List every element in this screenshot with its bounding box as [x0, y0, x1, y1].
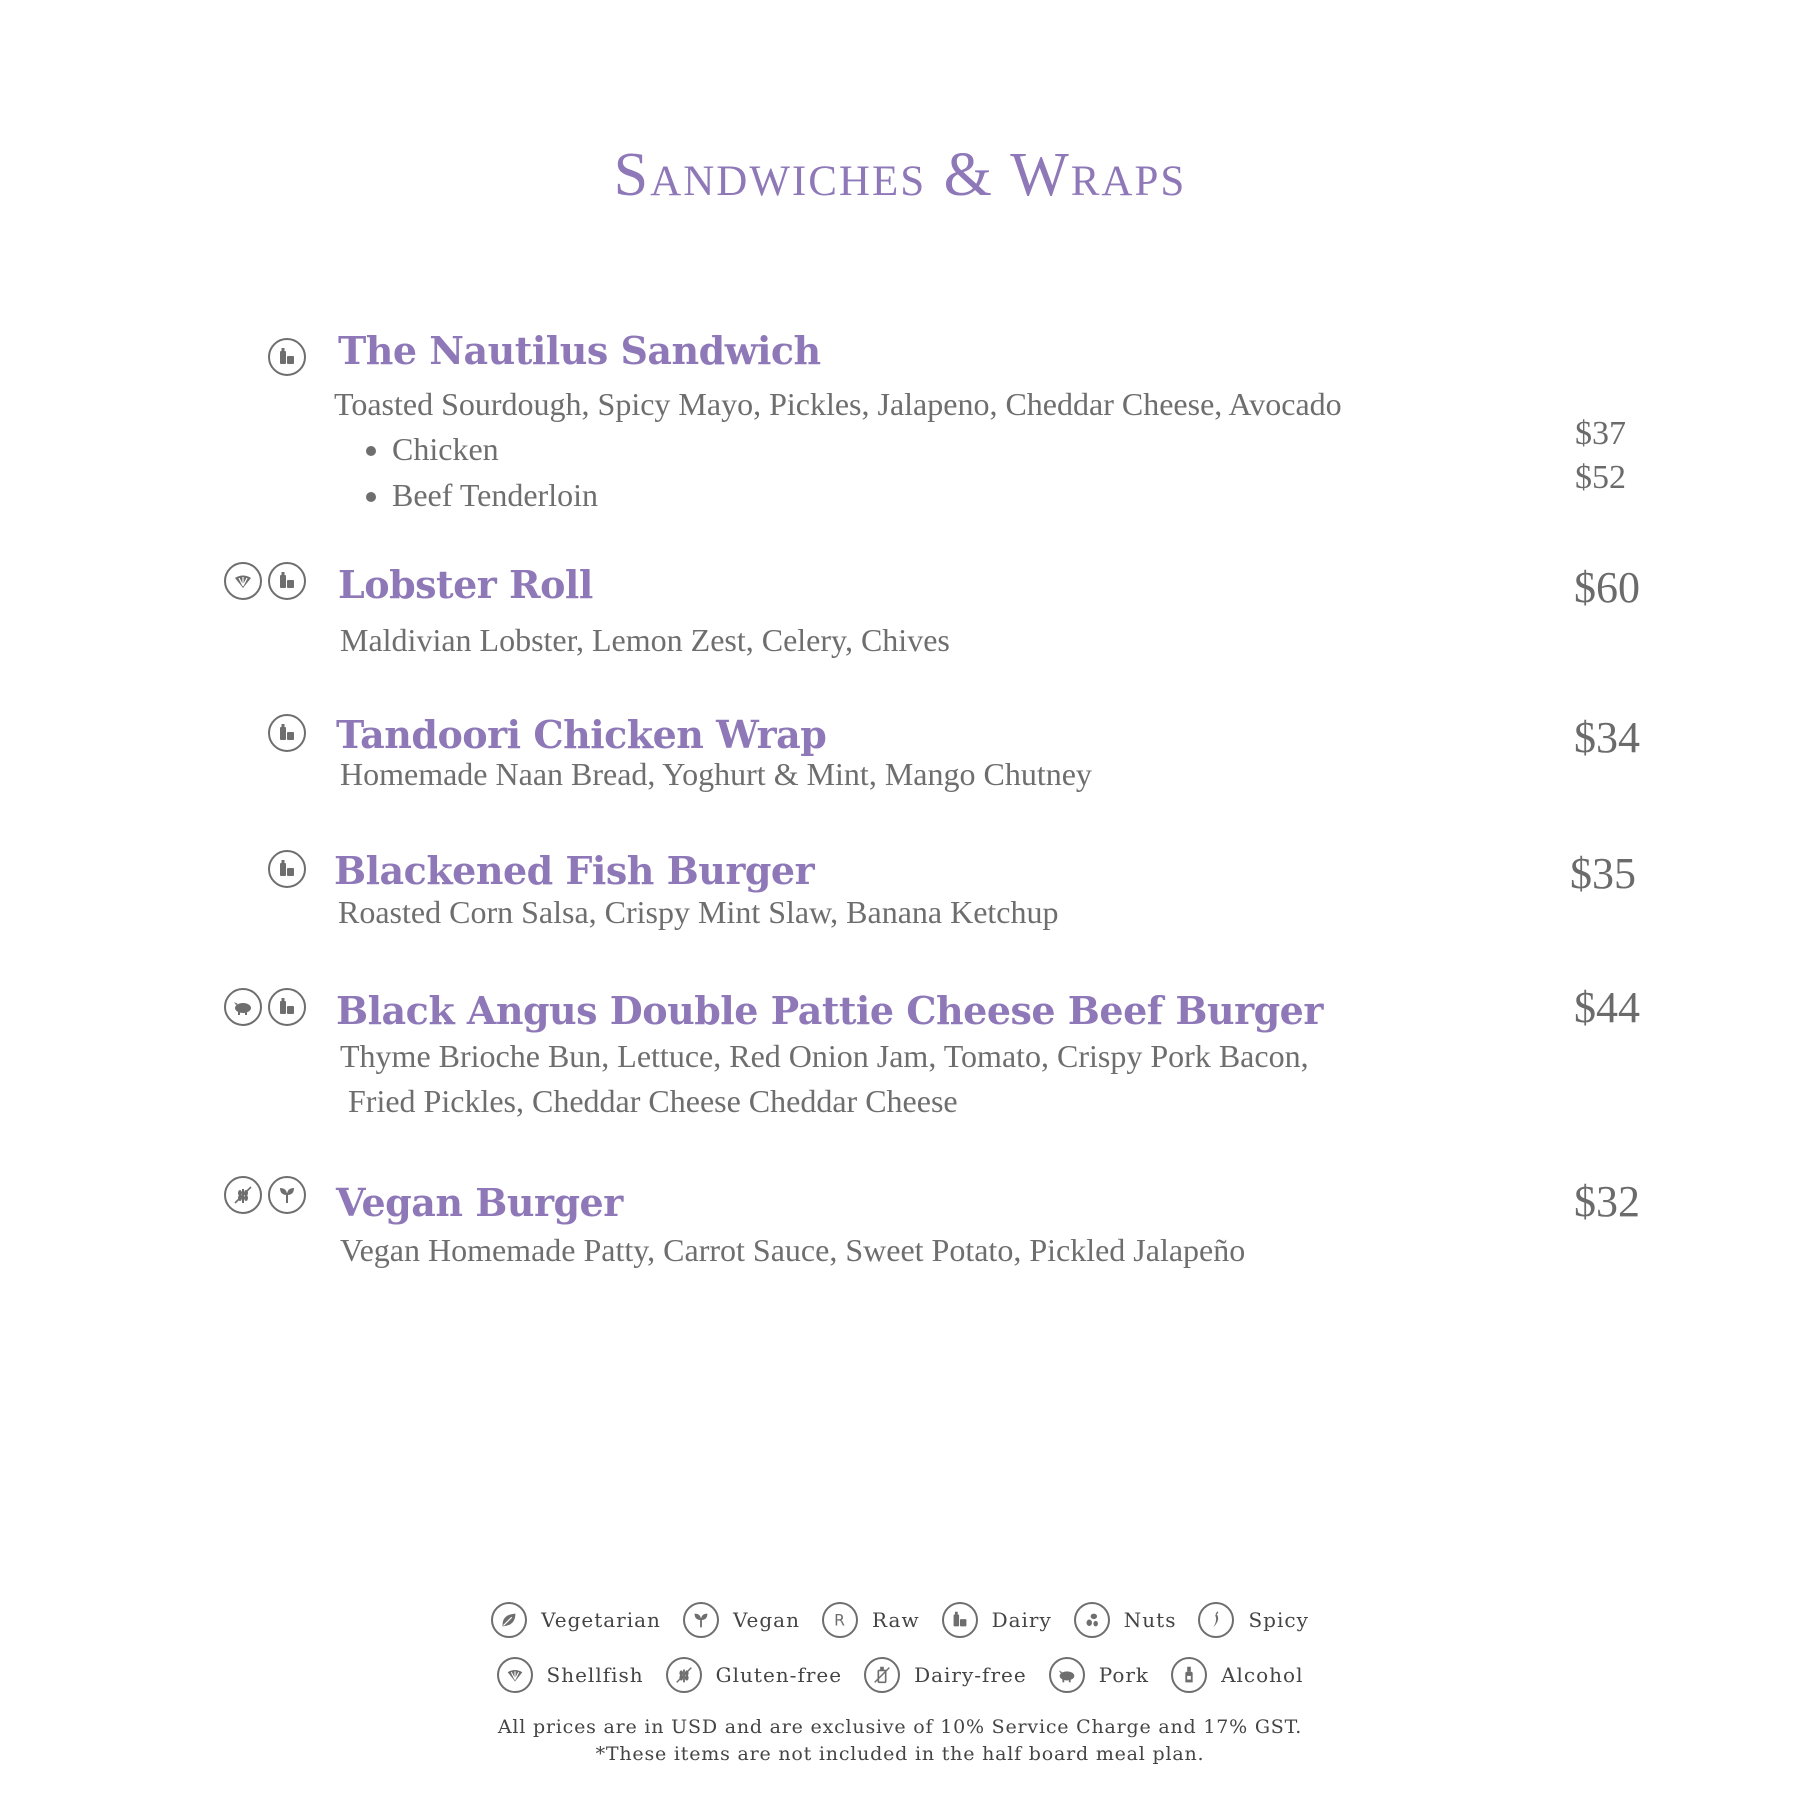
allergen-icons	[268, 338, 306, 376]
dairy-icon	[268, 714, 306, 752]
legend-item	[942, 1602, 1052, 1638]
item-price: $44	[1574, 983, 1640, 1032]
dairy-icon	[268, 850, 306, 888]
item-price: $34	[1574, 713, 1640, 762]
option-label: • Chicken	[392, 426, 598, 472]
legend-item	[864, 1657, 1027, 1693]
dairy-icon	[942, 1602, 978, 1638]
legend-item	[822, 1602, 920, 1638]
legend-label: Spicy	[1248, 1608, 1309, 1632]
item-name: Tandoori Chicken Wrap	[336, 712, 827, 757]
vegetarian-icon	[491, 1602, 527, 1638]
item-description: Maldivian Lobster, Lemon Zest, Celery, Chives	[340, 622, 950, 658]
item-description: Vegan Homemade Patty, Carrot Sauce, Sweet Potato, Pickled Jalapeño	[340, 1232, 1246, 1268]
legend-row-2	[0, 1657, 1800, 1693]
legend-label: Vegan	[732, 1608, 800, 1632]
item-description: Roasted Corn Salsa, Crispy Mint Slaw, Banana Ketchup	[338, 894, 1059, 930]
footer-note-prices: All prices are in USD and are exclusive of 10% Service Charge and 17% GST.	[497, 1716, 1303, 1738]
footer-note-meal-plan: *These items are not included in the half board meal plan.	[595, 1743, 1205, 1765]
vegan-icon	[268, 1176, 306, 1214]
item-name: Lobster Roll	[338, 562, 593, 607]
gluten-free-icon	[224, 1176, 262, 1214]
alcohol-icon	[1171, 1657, 1207, 1693]
legend-label: Pork	[1098, 1663, 1150, 1687]
raw-icon	[822, 1602, 858, 1638]
legend-label: Vegetarian	[541, 1608, 661, 1632]
item-price: $32	[1574, 1177, 1640, 1226]
pork-icon	[1049, 1657, 1085, 1693]
dairy-icon	[268, 562, 306, 600]
item-name: Blackened Fish Burger	[334, 848, 815, 893]
option-price: $52	[1575, 459, 1626, 496]
legend-label: Dairy-free	[914, 1663, 1027, 1687]
dairy-icon	[268, 988, 306, 1026]
nuts-icon	[1074, 1602, 1110, 1638]
legend-item	[1074, 1602, 1177, 1638]
legend-item	[1198, 1602, 1308, 1638]
item-name: Vegan Burger	[336, 1180, 623, 1225]
item-name: Black Angus Double Pattie Cheese Beef Burger	[336, 988, 1323, 1033]
item-name: The Nautilus Sandwich	[338, 328, 821, 373]
dairy-icon	[268, 338, 306, 376]
item-description-line1: Thyme Brioche Bun, Lettuce, Red Onion Jam, Tomato, Crispy Pork Bacon,	[340, 1038, 1309, 1074]
legend-item	[666, 1657, 842, 1693]
allergen-icons	[268, 850, 306, 888]
item-options	[362, 426, 598, 518]
legend-label: Raw	[872, 1608, 920, 1632]
legend-item	[497, 1657, 644, 1693]
item-price: $35	[1570, 849, 1636, 898]
gluten-free-icon	[666, 1657, 702, 1693]
shellfish-icon	[224, 562, 262, 600]
item-description-line2: Fried Pickles, Cheddar Cheese Cheddar Cheese	[348, 1083, 958, 1119]
item-description: Homemade Naan Bread, Yoghurt & Mint, Mango Chutney	[340, 756, 1092, 792]
legend-label: Dairy	[991, 1608, 1052, 1632]
svg-text:R: R	[834, 1611, 846, 1630]
shellfish-icon	[497, 1657, 533, 1693]
legend-label: Nuts	[1123, 1608, 1177, 1632]
spicy-icon	[1198, 1602, 1234, 1638]
allergen-icons	[224, 562, 306, 600]
vegan-icon	[683, 1602, 719, 1638]
allergen-icons	[224, 1176, 306, 1214]
legend-item	[683, 1602, 800, 1638]
dairy-free-icon	[864, 1657, 900, 1693]
legend-row-1	[0, 1602, 1800, 1638]
item-description: Toasted Sourdough, Spicy Mayo, Pickles, Jalapeno, Cheddar Cheese, Avocado	[334, 386, 1342, 422]
option-label: • Beef Tenderloin	[392, 472, 598, 518]
legend-item	[491, 1602, 661, 1638]
legend-item	[1049, 1657, 1149, 1693]
legend-label: Alcohol	[1221, 1663, 1304, 1687]
item-price: $60	[1574, 563, 1640, 612]
option-price: $37	[1575, 415, 1626, 452]
allergen-icons	[268, 714, 306, 752]
legend-label: Gluten-free	[715, 1663, 843, 1687]
option-prices	[1575, 412, 1626, 500]
legend-label: Shellfish	[546, 1663, 644, 1687]
pork-icon	[224, 988, 262, 1026]
allergen-icons	[224, 988, 306, 1026]
legend-item	[1171, 1657, 1303, 1693]
page-title: Sandwiches & Wraps	[613, 141, 1187, 209]
